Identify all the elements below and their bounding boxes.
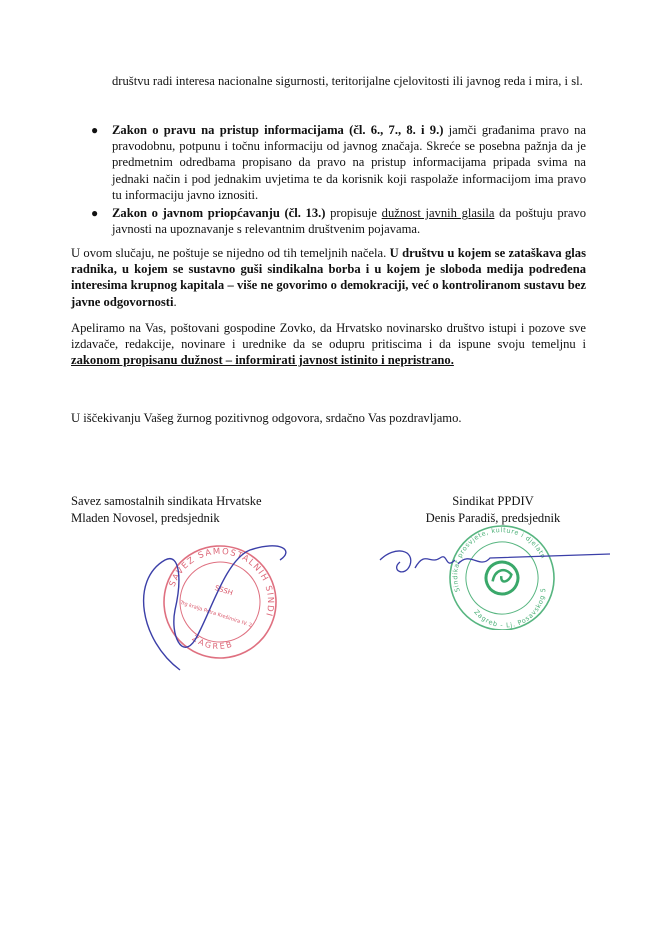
law-title: Zakon o pravu na pristup informacijama (čl. 6., 7., 8. i 9.) bbox=[112, 123, 444, 137]
stamp-inner-text: Trg kralja Petra Krešimira IV. 2 bbox=[179, 599, 253, 629]
paragraph-principles bbox=[71, 245, 586, 310]
stamp-text-bottom: Zagreb - Lj. Posavskog 5 bbox=[472, 587, 548, 630]
paragraph-bold-underlined: zakonom propisanu dužnost – informirati javnost istinito i nepristrano. bbox=[71, 353, 454, 368]
stamp-ppdiv bbox=[370, 520, 615, 630]
paragraph-bold: U društvu u kojem se zataškava glas radnika, u kojem se sustavno guši sindikalna borba i u kojem je sloboda medija podređena interesima krupnog kapitala – više ne govorimo o demokraciji, već o kontroliranom sustavu bez javne odgovornosti bbox=[71, 246, 587, 309]
paragraph-plain: U ovom slučaju, ne poštuje se nijedno od tih temeljnih načela. bbox=[71, 246, 390, 260]
paragraph-plain: Apeliramo na Vas, poštovani gospodine Zovko, da Hrvatsko novinarsko društvo istupi i pozove sve izdavače, redakcije, novinare i urednike da se odupru pritiscima i da ispune svoju temeljnu i bbox=[71, 321, 586, 352]
bullet-item-media-law bbox=[85, 205, 586, 237]
organization-name: Sindikat PPDIV bbox=[452, 494, 534, 508]
underlined-duty: dužnost javnih glasila bbox=[381, 206, 495, 220]
signatory-name: Mladen Novosel, predsjednik bbox=[71, 511, 220, 525]
bullet-icon: ● bbox=[91, 123, 99, 137]
stamp-text-top: Sindikat prosvjete, kulture i djelatnosti bbox=[451, 526, 548, 593]
law-title: Zakon o javnom priopćavanju (čl. 13.) bbox=[112, 206, 326, 220]
organization-name: Savez samostalnih sindikata Hrvatske bbox=[71, 494, 262, 508]
handwritten-signature-right bbox=[380, 551, 610, 572]
bullet-icon: ● bbox=[91, 206, 99, 220]
stamp-text-top: SAVEZ SAMOSTALNIH SINDIKATA bbox=[167, 546, 276, 619]
continuation-text: društvu radi interesa nacionalne sigurnosti, teritorijalne cjelovitosti ili javnog reda i mira, i sl. bbox=[112, 74, 583, 88]
paragraph-end: . bbox=[173, 294, 177, 309]
stamp-text-bottom: ZAGREB bbox=[190, 633, 235, 652]
stamp-sssh bbox=[120, 520, 300, 680]
law-verb: propisuje bbox=[325, 206, 382, 220]
signatory-name: Denis Paradiš, predsjednik bbox=[425, 511, 561, 525]
paragraph-appeal bbox=[71, 320, 586, 369]
law-description: jamči građanima pravo na pravodobnu, potpunu i točnu informaciju od javnog značaja. Skreće se posebna pažnja da je predmetnim odredbama propisano da pravo na pristup informacijama pripada svima na jednaki način i pod jednakim uvjetima te da korisnik koji raspolaže informacijom ima pravo tu informaciju javno iznositi. bbox=[112, 123, 587, 202]
bullet-item-access-law bbox=[85, 122, 586, 203]
law-description: da poštuju pravo javnosti na upoznavanje s relevantnim društvenim pojavama. bbox=[112, 206, 587, 237]
svg-text:SAVEZ SAMOSTALNIH SINDIKATA HR bbox=[121, 520, 300, 619]
closing-line: U iščekivanju Vašeg žurnog pozitivnog odgovora, srdačno Vas pozdravljamo. bbox=[71, 411, 462, 425]
stamp-emblem: SSSH bbox=[213, 583, 234, 598]
